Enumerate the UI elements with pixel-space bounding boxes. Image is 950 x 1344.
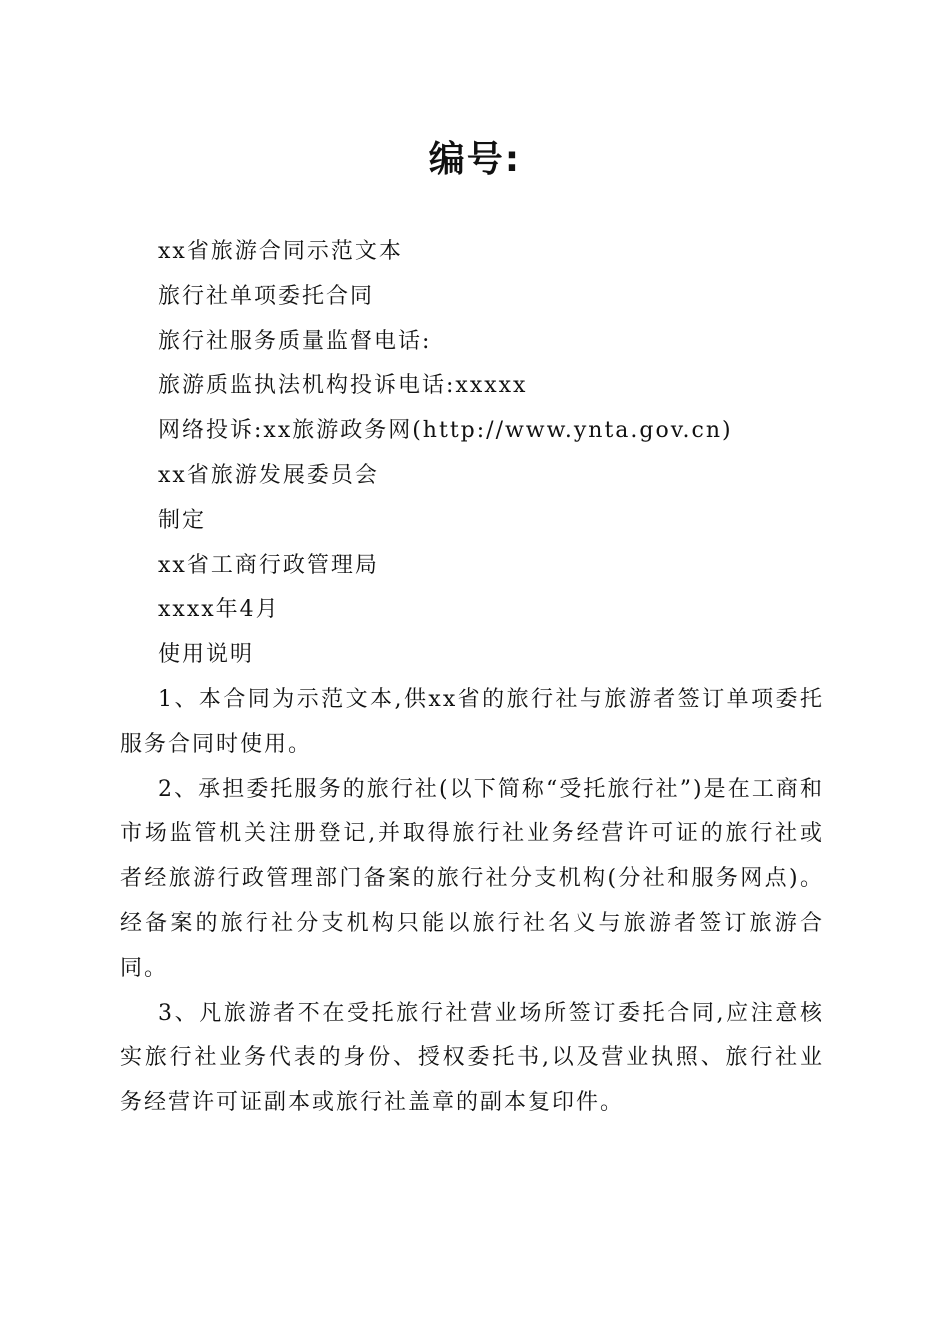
document-number-title: 编号: — [428, 139, 522, 180]
document-body — [120, 230, 824, 1126]
line-industry-commerce-bureau: xx省工商行政管理局 — [158, 552, 379, 578]
line-tourism-committee: xx省旅游发展委员会 — [158, 462, 379, 488]
line-date: xxxx年4月 — [158, 597, 280, 623]
line-contract-template-title: xx省旅游合同示范文本 — [158, 239, 403, 264]
paragraph-1: 1、本合同为示范文本,供xx省的旅行社与旅游者签订单项委托服务合同时使用。 — [120, 686, 824, 757]
line-service-quality-phone: 旅行社服务质量监督电话: — [158, 328, 432, 354]
paragraph-3: 3、凡旅游者不在受托旅行社营业场所签订委托合同,应注意核实旅行社业务代表的身份、授权委托书,以及营业执照、旅行社业务经营许可证副本或旅行社盖章的副本复印件。 — [120, 1000, 824, 1116]
line-instructions-heading: 使用说明 — [158, 642, 255, 668]
line-formulated: 制定 — [158, 507, 207, 533]
paragraph-2: 2、承担委托服务的旅行社(以下简称“受托旅行社”)是在工商和市场监管机关注册登记,并取得旅行社业务经营许可证的旅行社或者经旅游行政管理部门备案的旅行社分支机构(分社和服务网点)。经备案的旅行社分支机构只能以旅行社名义与旅游者签订旅游合同。 — [120, 776, 824, 981]
line-contract-name: 旅行社单项委托合同 — [158, 283, 375, 309]
line-online-complaint: 网络投诉:xx旅游政务网(http://www.ynta.gov.cn) — [158, 418, 733, 444]
line-complaint-phone: 旅游质监执法机构投诉电话:xxxxx — [158, 373, 528, 399]
